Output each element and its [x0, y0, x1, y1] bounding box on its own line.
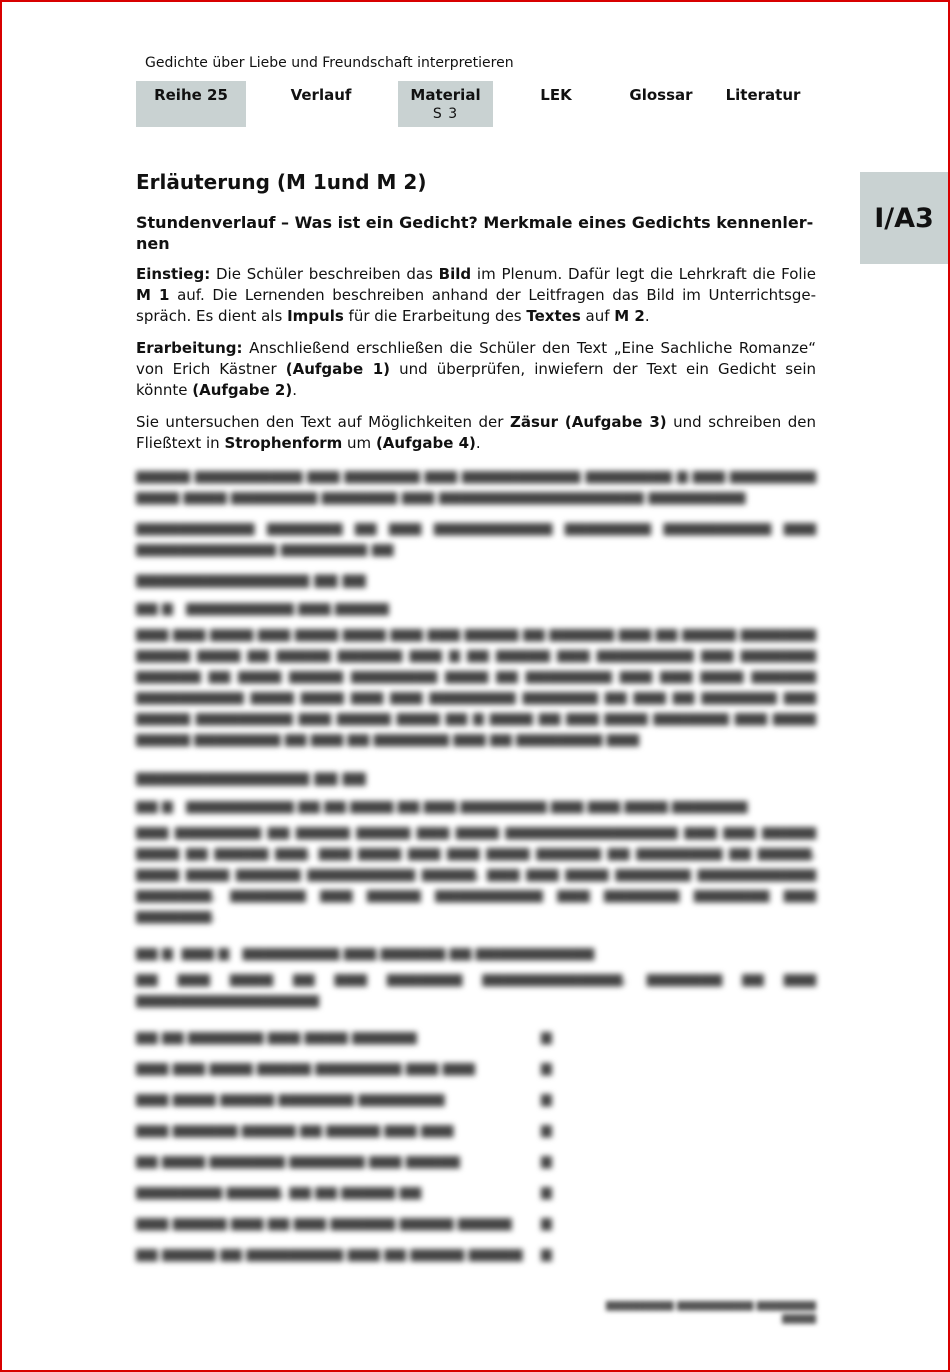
paragraph-zaesur — [136, 412, 816, 454]
paragraph-einstieg — [136, 264, 816, 327]
section-nav — [136, 81, 826, 127]
text: für die Erarbeitung des — [343, 307, 527, 325]
text: . — [475, 434, 481, 452]
nav-item-label: Glossar — [629, 86, 693, 104]
text: auf. Die Lernenden beschreiben anhand der Leitfragen das Bild im Unterrichtsge-spräch. Es dient als — [136, 286, 816, 325]
nav-item-label: Material — [410, 86, 481, 104]
blurred-paragraph: ▆▆▆▆▆▆▆▆▆▆▆ ▆▆▆▆▆▆▆ ▆▆ ▆▆▆ ▆▆▆▆▆▆▆▆▆▆▆ ▆▆▆▆▆▆▆▆ ▆▆▆▆▆▆▆▆▆▆ ▆▆▆ ▆▆▆▆▆▆▆▆▆▆▆▆▆ ▆▆▆▆▆▆▆▆ ▆▆ — [136, 520, 817, 557]
blurred-subheading: ▆▆ ▆ ▆▆▆ ▆ ▆▆▆▆▆▆▆▆▆ ▆▆▆ ▆▆▆▆▆▆ ▆▆ ▆▆▆▆▆▆▆▆▆▆▆ — [136, 945, 595, 961]
series-title: Gedichte über Liebe und Freundschaft interpretieren — [145, 55, 514, 71]
text: Sie untersuchen den Text auf Möglichkeiten der — [136, 413, 510, 431]
text: . — [644, 307, 650, 325]
text: auf — [580, 307, 615, 325]
paragraph-erarbeitung — [136, 338, 816, 401]
blurred-heading: ▆▆▆▆▆▆▆▆▆▆▆▆▆▆▆ ▆▆ ▆▆ — [136, 768, 366, 786]
nav-item-label: Literatur — [725, 86, 801, 104]
bold-text: Bild — [438, 265, 472, 283]
bold-text: Textes — [526, 307, 581, 325]
blurred-subheading: ▆▆ ▆ ▆▆▆▆▆▆▆▆▆▆ ▆▆ ▆▆ ▆▆▆▆ ▆▆ ▆▆▆ ▆▆▆▆▆▆▆▆ ▆▆▆ ▆▆▆ ▆▆▆▆ ▆▆▆▆▆▆▆ — [136, 798, 748, 814]
blurred-verse-row: ▆▆▆ ▆▆▆▆ ▆▆▆▆▆ ▆▆▆▆▆▆▆ ▆▆▆▆▆▆▆▆ ▆ — [136, 1090, 552, 1107]
bold-text: M 1 — [136, 286, 170, 304]
bold-text: (Aufgabe 4) — [375, 434, 476, 452]
nav-item-label: Verlauf — [290, 86, 352, 104]
blurred-verse-row: ▆▆ ▆▆▆▆▆ ▆▆ ▆▆▆▆▆▆▆▆▆ ▆▆▆ ▆▆ ▆▆▆▆▆ ▆▆▆▆▆ ▆ — [136, 1245, 552, 1262]
lesson-subtitle: Stundenverlauf – Was ist ein Gedicht? Merkmale eines Gedichts kennenler-nen — [136, 213, 814, 253]
nav-item-lek[interactable] — [516, 81, 596, 127]
blurred-paragraph: ▆▆▆ ▆▆▆ ▆▆▆▆ ▆▆▆ ▆▆▆▆ ▆▆▆▆ ▆▆▆ ▆▆▆ ▆▆▆▆▆ ▆▆ ▆▆▆▆▆▆ ▆▆▆ ▆▆ ▆▆▆▆▆ ▆▆▆▆▆▆▆ ▆▆▆▆▆ ▆▆▆▆ ▆▆ ▆▆▆▆▆ ▆▆▆▆▆▆ ▆▆▆ ▆ ▆▆ ▆▆▆▆▆ ▆▆▆ ▆▆▆▆▆▆▆▆▆ ▆▆▆ ▆▆▆▆▆▆▆ ▆▆▆▆▆▆ ▆▆ ▆▆▆▆ ▆▆▆▆▆ ▆▆▆▆▆▆▆▆ ▆▆▆▆ ▆▆ ▆▆▆▆▆▆▆▆ ▆▆▆ ▆▆▆ ▆▆▆▆ ▆▆▆▆▆▆ ▆▆▆▆▆▆▆▆▆▆ ▆▆▆▆ ▆▆▆▆ ▆▆▆ ▆▆▆ ▆▆▆▆▆▆▆▆ ▆▆▆▆▆▆▆ ▆▆ ▆▆▆ ▆▆ ▆▆▆▆▆▆▆ ▆▆▆ ▆▆▆▆▆ ▆▆▆▆▆▆▆▆▆ ▆▆▆ ▆▆▆▆▆ ▆▆▆▆ ▆▆ ▆ ▆▆▆▆ ▆▆ ▆▆▆ ▆▆▆▆ ▆▆▆▆▆▆▆ ▆▆▆ ▆▆▆▆ ▆▆▆▆▆ ▆▆▆▆▆▆▆▆ ▆▆ ▆▆▆ ▆▆ ▆▆▆▆▆▆▆ ▆▆▆ ▆▆ ▆▆▆▆▆▆▆▆ ▆▆▆ — [136, 626, 816, 747]
blurred-verse-row: ▆▆▆ ▆▆▆▆▆▆ ▆▆▆▆▆ ▆▆ ▆▆▆▆▆ ▆▆▆ ▆▆▆ ▆ — [136, 1121, 552, 1138]
blurred-verse-row: ▆▆▆ ▆▆▆▆▆ ▆▆▆ ▆▆ ▆▆▆ ▆▆▆▆▆▆ ▆▆▆▆▆ ▆▆▆▆▆ ▆ — [136, 1214, 552, 1231]
nav-item-label: Reihe 25 — [154, 86, 228, 104]
text: Die Schüler beschreiben das — [210, 265, 439, 283]
main-content — [136, 170, 816, 465]
nav-item-material[interactable] — [398, 81, 493, 127]
text: und schreiben den Fließtext in — [136, 413, 817, 452]
nav-item-page: S 3 — [432, 106, 459, 122]
blurred-verse-row: ▆▆ ▆▆ ▆▆▆▆▆▆▆ ▆▆▆ ▆▆▆▆ ▆▆▆▆▆▆ ▆ — [136, 1028, 552, 1045]
blurred-paragraph: ▆▆▆ ▆▆▆▆▆▆▆▆ ▆▆ ▆▆▆▆▆ ▆▆▆▆▆ ▆▆▆ ▆▆▆▆ ▆▆▆▆▆▆▆▆▆▆▆▆▆▆▆▆ ▆▆▆ ▆▆▆ ▆▆▆▆▆ ▆▆▆▆ ▆▆ ▆▆▆▆▆ ▆▆▆. ▆▆▆ ▆▆▆▆ ▆▆▆ ▆▆▆ ▆▆▆▆ ▆▆▆▆▆▆ ▆▆ ▆▆▆▆▆▆▆▆ ▆▆ ▆▆▆▆▆, ▆▆▆▆ ▆▆▆▆ ▆▆▆▆▆▆ ▆▆▆▆▆▆▆▆▆▆ ▆▆▆▆▆, ▆▆▆ ▆▆▆ ▆▆▆▆ ▆▆▆▆▆▆▆ ▆▆▆▆▆▆▆▆▆▆▆ ▆▆▆▆▆▆▆, ▆▆▆▆▆▆▆ ▆▆▆ ▆▆▆▆▆ ▆▆▆▆▆▆▆▆▆▆ ▆▆▆ ▆▆▆▆▆▆▆ ▆▆▆▆▆▆▆ ▆▆▆ ▆▆▆▆▆▆▆. — [136, 824, 816, 924]
blurred-verse-list — [136, 1021, 816, 1269]
text: im Plenum. Dafür legt die Lehrkraft die Folie — [471, 265, 816, 283]
blurred-heading: ▆▆▆▆▆▆▆▆▆▆▆▆▆▆▆ ▆▆ ▆▆ — [136, 570, 366, 588]
blurred-verse-row: ▆▆▆▆▆▆▆▆ ▆▆▆▆▆, ▆▆ ▆▆ ▆▆▆▆▆ ▆▆ ▆ — [136, 1183, 552, 1200]
nav-item-verlauf[interactable] — [266, 81, 376, 127]
bold-text: Impuls — [287, 307, 344, 325]
blurred-verse-row: ▆▆▆ ▆▆▆ ▆▆▆▆ ▆▆▆▆▆ ▆▆▆▆▆▆▆▆ ▆▆▆ ▆▆▆ ▆ — [136, 1059, 552, 1076]
bold-text: (Aufgabe 2) — [192, 381, 293, 399]
blurred-footer: ▆▆▆▆▆▆▆▆ ▆▆▆▆▆▆▆▆▆ ▆▆▆▆▆▆▆ ▆▆▆▆ — [605, 1298, 816, 1324]
blurred-subheading: ▆▆ ▆ ▆▆▆▆▆▆▆▆▆▆ ▆▆▆ ▆▆▆▆▆ — [136, 600, 389, 616]
page-title: Erläuterung (M 1und M 2) — [136, 170, 427, 194]
text: um — [342, 434, 376, 452]
nav-item-literatur[interactable] — [718, 81, 808, 127]
text: . — [292, 381, 297, 399]
bold-text: Einstieg: — [136, 265, 211, 283]
bold-text: Zäsur (Aufgabe 3) — [509, 413, 667, 431]
blurred-preview — [136, 466, 816, 1269]
text: Anschließend erschließen die Schüler den Text „Eine Sachliche Romanze“ von Erich Kästner — [136, 339, 816, 378]
bold-text: Erarbeitung: — [136, 339, 243, 357]
blurred-paragraph: ▆▆ ▆▆▆ ▆▆▆▆ ▆▆ ▆▆▆ ▆▆▆▆▆▆▆ ▆▆▆▆▆▆▆▆▆▆▆▆▆, ▆▆▆▆▆▆▆ ▆▆ ▆▆▆ ▆▆▆▆▆▆▆▆▆▆▆▆▆▆▆▆▆ — [136, 971, 816, 1008]
blurred-verse-row: ▆▆ ▆▆▆▆ ▆▆▆▆▆▆▆ ▆▆▆▆▆▆▆ ▆▆▆ ▆▆▆▆▆ ▆ — [136, 1152, 552, 1169]
bold-text: (Aufgabe 1) — [285, 360, 391, 378]
chapter-tab: I/A3 — [860, 172, 948, 264]
nav-item-label: LEK — [540, 86, 572, 104]
bold-text: M 2 — [614, 307, 645, 325]
bold-text: Strophenform — [224, 434, 343, 452]
blurred-paragraph: ▆▆▆▆▆ ▆▆▆▆▆▆▆▆▆▆ ▆▆▆ ▆▆▆▆▆▆▆ ▆▆▆ ▆▆▆▆▆▆▆▆▆▆▆ ▆▆▆▆▆▆▆▆ ▆ ▆▆▆ ▆▆▆▆▆▆▆▆ ▆▆▆▆ ▆▆▆▆ ▆▆▆▆▆▆▆▆ ▆▆▆▆▆▆▆ ▆▆▆ ▆▆▆▆▆▆▆▆▆▆▆▆▆▆▆▆▆▆▆ ▆▆▆▆▆▆▆▆▆ — [136, 468, 816, 505]
text: und überprüfen, inwiefern der Text ein Gedicht sein könnte — [136, 360, 816, 399]
nav-item-reihe[interactable] — [136, 81, 246, 127]
nav-item-glossar[interactable] — [616, 81, 706, 127]
